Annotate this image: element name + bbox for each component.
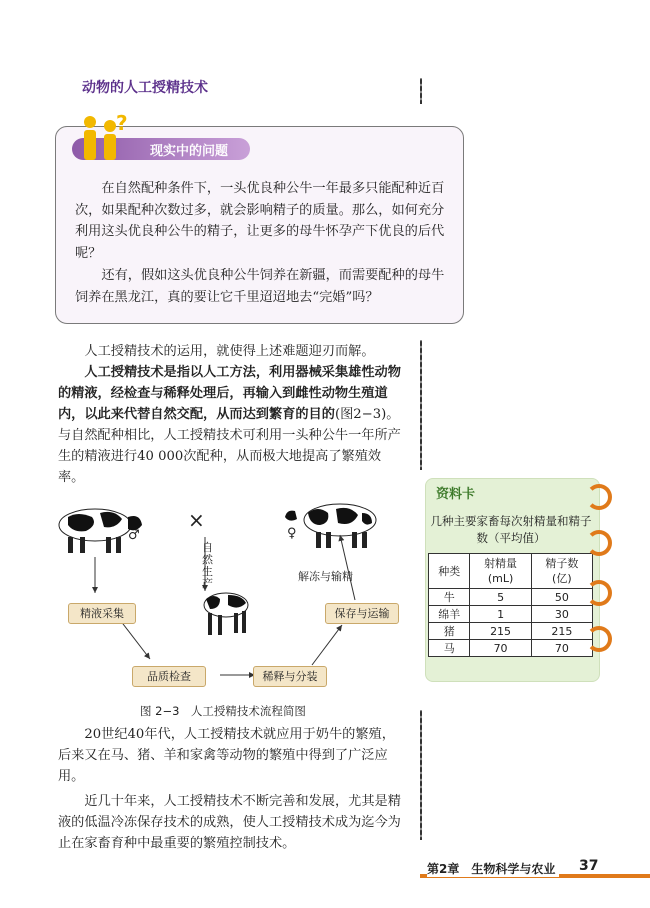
divider-dots-bottom [420, 710, 422, 840]
step-dilute: 稀释与分装 [253, 666, 327, 687]
definition-rest-text: (图2−3)。与自然配种相比，人工授精技术可利用一头种公牛一年所产生的精液进行40 000次配种，从而极大地提高了繁殖效率。 [58, 407, 401, 485]
resource-card-title: 资料卡 [436, 487, 476, 502]
table-row [429, 589, 593, 606]
definition-bold-text: 人工授精技术是指以人工方法，利用器械采集雄性动物的精液，经检查与稀释处理后，再输入到雌性动物生殖道内，以此来代替自然交配，从而达到繁育的目的 [58, 365, 401, 422]
binder-ring-icon [586, 484, 612, 510]
chapter-label: 第2章 生物科学与农业 [427, 860, 559, 877]
table-cell: 70 [470, 640, 531, 657]
cow-illustration [285, 504, 376, 548]
semen-data-table [428, 553, 593, 657]
binder-ring-icon [586, 626, 612, 652]
table-header-cell: 种类 [429, 554, 470, 589]
divider-dots-top [420, 78, 422, 104]
table-cell: 215 [470, 623, 531, 640]
page-number: 37 [575, 858, 602, 874]
problem-paragraph-1: 在自然配种条件下，一头优良种公牛一年最多只能配种近百次，如果配种次数过多，就会影响精子的质量。那么，如何充分利用这头优良种公牛的精子，让更多的母牛怀孕产下优良的后代呢？ [75, 181, 445, 261]
male-symbol: ♂ [128, 528, 140, 543]
resource-card-caption: 几种主要家畜每次射精量和精子数（平均值） [430, 514, 592, 545]
table-cell: 30 [531, 606, 592, 623]
body-paragraph-1: 人工授精技术的运用，就使得上述难题迎刃而解。 [84, 344, 375, 359]
table-row [429, 640, 593, 657]
table-header-cell: 精子数 (亿) [531, 554, 592, 589]
step-store: 保存与运输 [325, 603, 399, 624]
table-row [429, 606, 593, 623]
cross-symbol: × [188, 508, 205, 532]
table-header-row [429, 554, 593, 589]
svg-text:?: ? [116, 112, 128, 135]
female-symbol: ♀ [287, 526, 297, 541]
table-cell: 70 [531, 640, 592, 657]
body-paragraph-4: 近几十年来，人工授精技术不断完善和发展，尤其是精液的低温冷冻保存技术的成熟，使人工授精技术成为迄今为止在家畜育种中最重要的繁殖控制技术。 [58, 794, 401, 851]
body-paragraph-2 [58, 362, 403, 488]
thaw-insemination-label: 解冻与输精 [298, 570, 353, 583]
table-cell: 绵羊 [429, 606, 470, 623]
people-question-icon [76, 112, 138, 162]
table-header-cell: 射精量 (mL) [470, 554, 531, 589]
step-collect: 精液采集 [68, 603, 136, 624]
table-row [429, 623, 593, 640]
table-cell: 猪 [429, 623, 470, 640]
binder-ring-icon [586, 580, 612, 606]
body-paragraph-3: 20世纪40年代，人工授精技术就应用于奶牛的繁殖，后来又在马、猪、羊和家禽等动物的繁殖中得到了广泛应用。 [58, 727, 395, 784]
problem-banner-label: 现实中的问题 [150, 144, 229, 159]
section-title: 动物的人工授精技术 [82, 80, 208, 96]
table-cell: 215 [531, 623, 592, 640]
table-cell: 马 [429, 640, 470, 657]
table-cell: 50 [531, 589, 592, 606]
table-cell: 牛 [429, 589, 470, 606]
divider-dots-mid [420, 340, 422, 470]
step-check: 品质检查 [132, 666, 206, 687]
calf-illustration [204, 593, 248, 635]
problem-paragraph-2: 还有，假如这头优良种公牛饲养在新疆，而需要配种的母牛饲养在黑龙江，真的要让它千里迢迢地去“完婚”吗？ [75, 268, 445, 305]
table-cell: 5 [470, 589, 531, 606]
flow-diagram [50, 495, 420, 695]
natural-birth-label: 自然生产 [202, 541, 213, 590]
binder-ring-icon [586, 530, 612, 556]
table-cell: 1 [470, 606, 531, 623]
figure-caption: 图 2−3 人工授精技术流程简图 [140, 704, 306, 718]
